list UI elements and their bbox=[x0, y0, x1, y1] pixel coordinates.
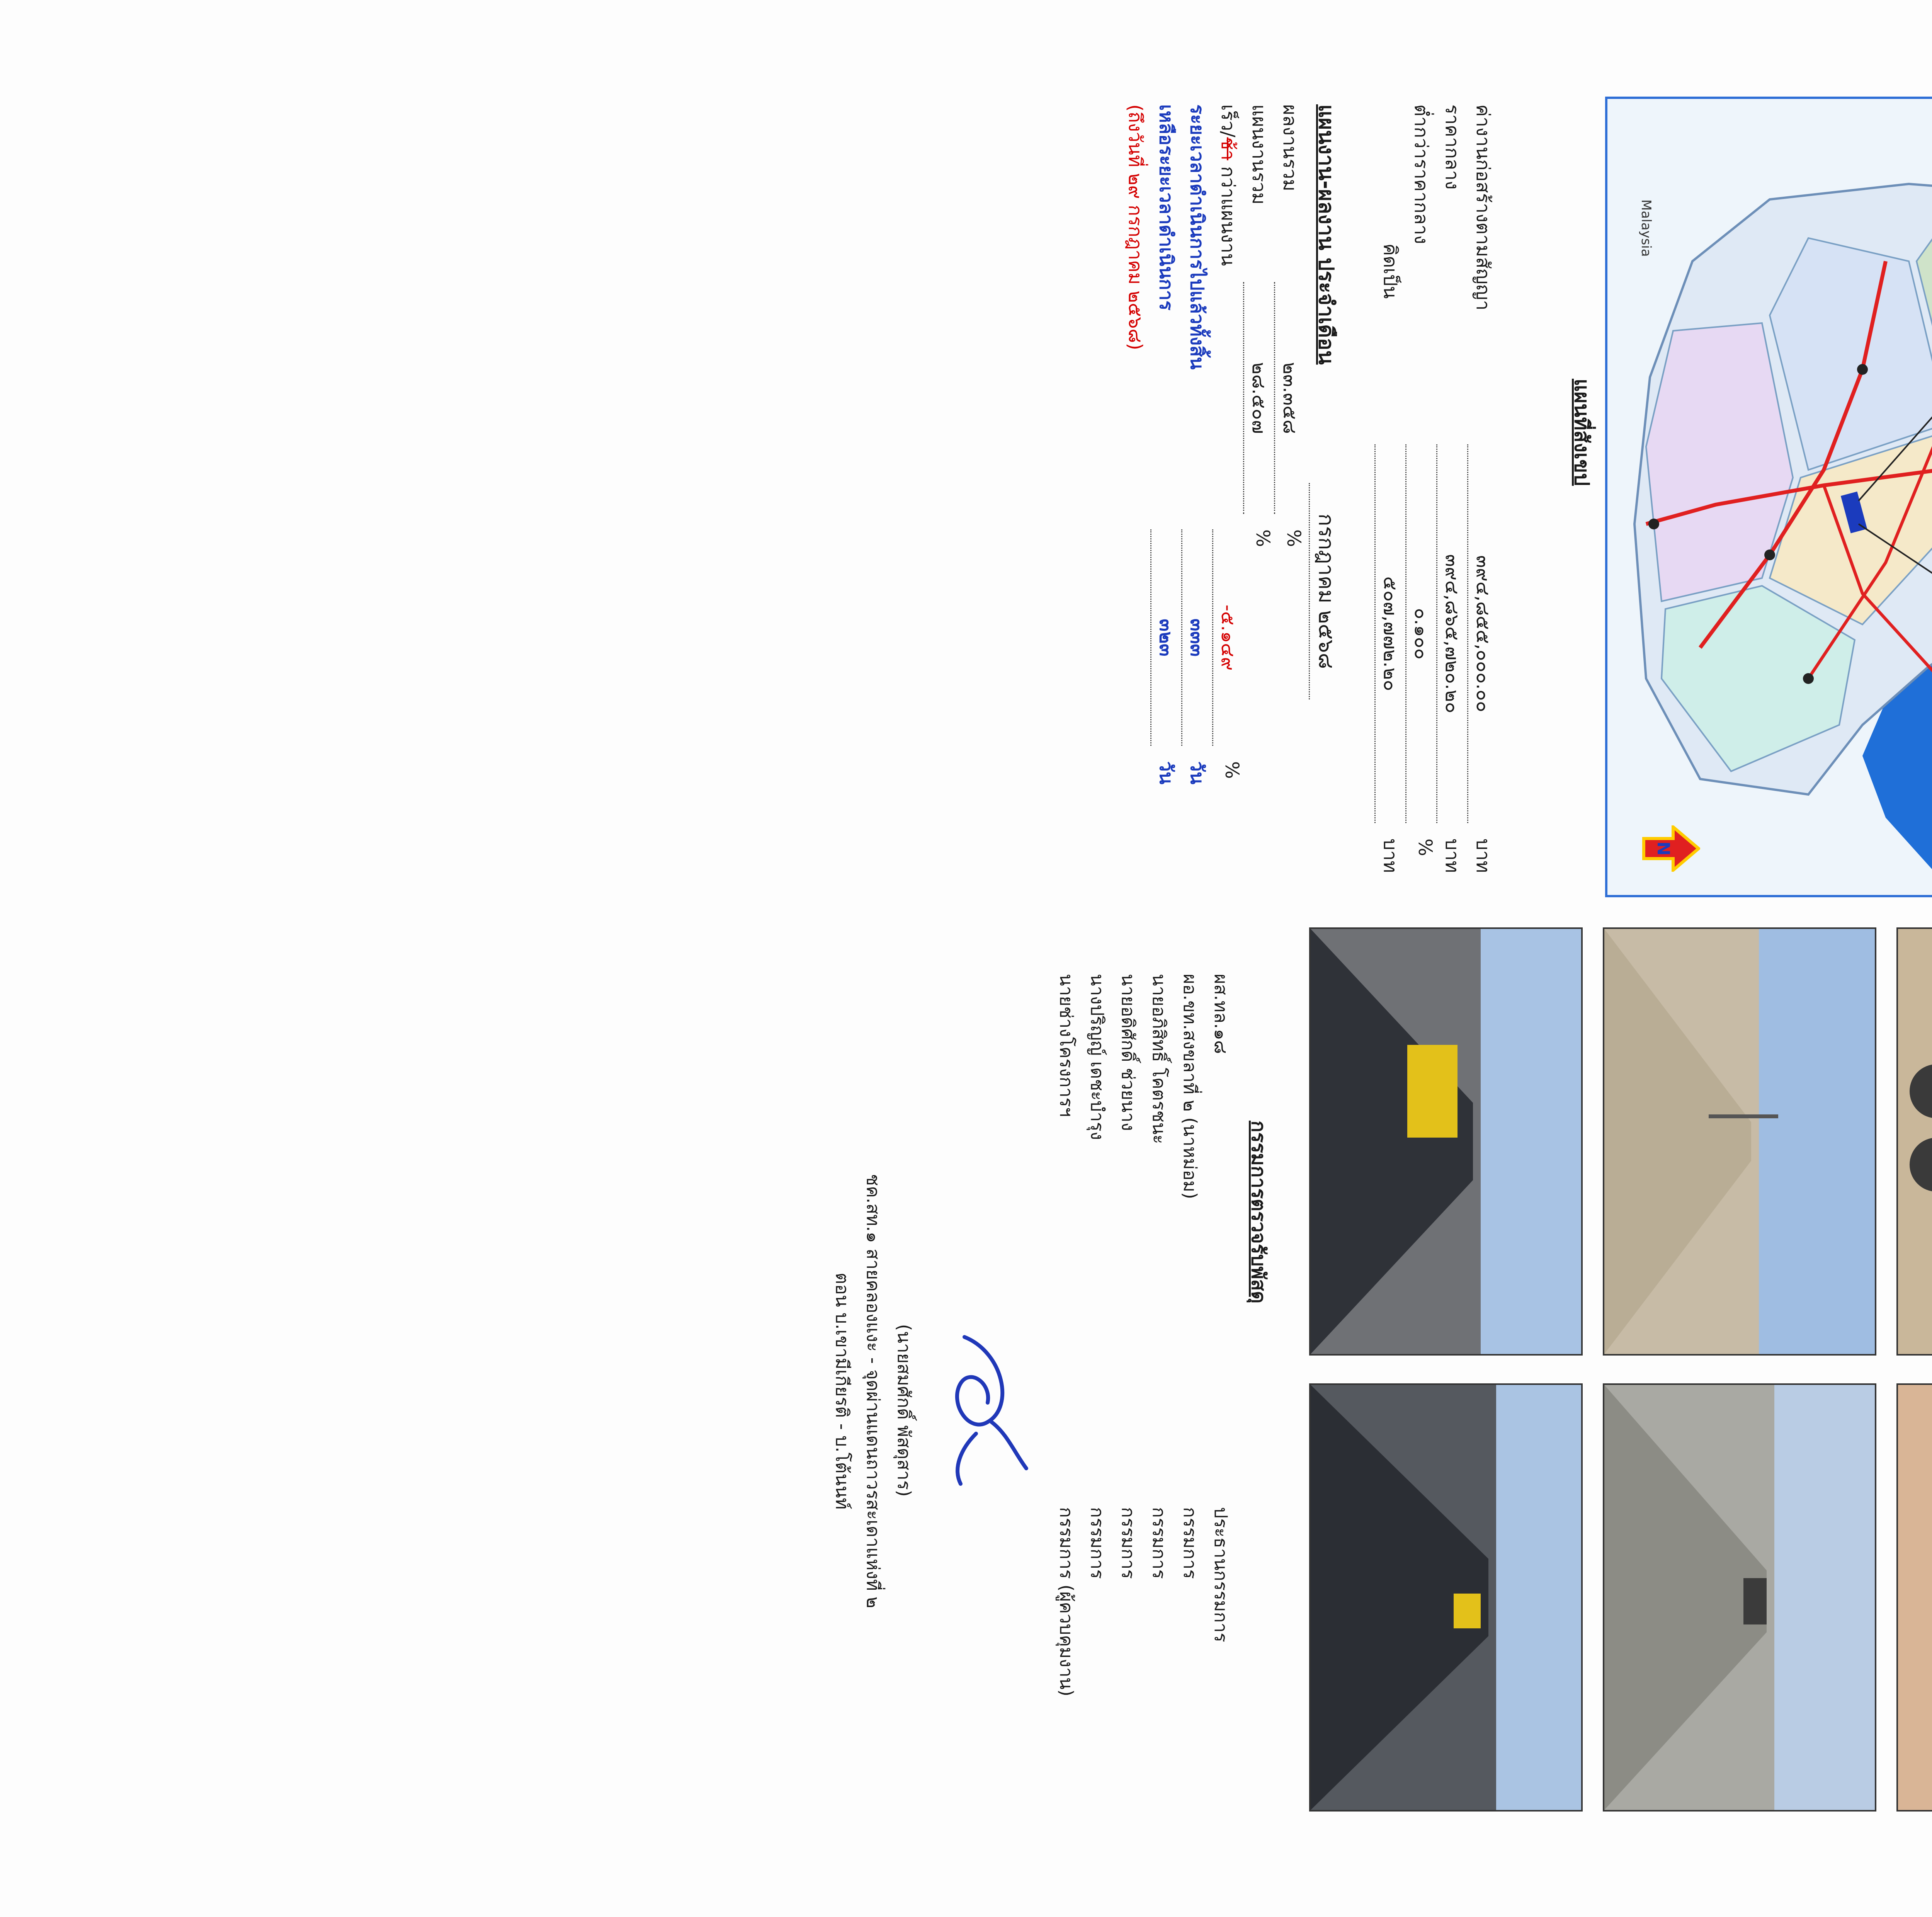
site-photo-3 bbox=[1603, 927, 1876, 1356]
map-country-label: Malaysia bbox=[1638, 199, 1654, 257]
signature-name: (นายสมศักดิ์ พัสดุสาร) bbox=[894, 1324, 915, 1497]
sketch-map bbox=[1605, 97, 1932, 897]
committee-role: กรรมการ (ผู้ควบคุมงาน) bbox=[1056, 1507, 1077, 1697]
signature-position: ชค.สท.๑ สายคลองแงะ - จุดผ่านแดนถาวรสะเดาแห่งที่ ๒ bbox=[863, 1174, 884, 1609]
committee-member: นายอภิสิทธิ์ โคตรชนะ bbox=[1149, 974, 1170, 1144]
committee-member: ผอ.ขท.สงขลาที่ ๒ (นาหม่อม) bbox=[1180, 974, 1201, 1199]
committee-member: นายช่างโครงการฯ bbox=[1056, 974, 1077, 1117]
site-photo-6 bbox=[1309, 1383, 1583, 1812]
map-graphic bbox=[1607, 99, 1932, 895]
site-photo-2 bbox=[1896, 1383, 1932, 1812]
handwritten-signature bbox=[926, 1306, 1049, 1499]
map-title: แผนที่สังเขป bbox=[1570, 379, 1593, 486]
committee-member: นางปริญญ์ เดชะบำรุง bbox=[1087, 974, 1108, 1140]
report-sheet: Malaysia N แผนที่สังเขป ค่างานก่อสร้างตามสัญญา ๓๙๔,๘๕๕,๐๐๐.๐๐ บาท ราคากลาง ๓๙๔,๘๖๕,๗๒๐.๒๐ บาท ต่ำกว่าราคากลาง ๐.๑๐๐ % คิดเป็น ๕๐๗,๗๗๒.๒๐ บาท แผนงาน-ผลงาน ประจำเดือน กรกฎาคม ๒๕๖๘ ผลงานรวม ๒๓.๓๕๘ % แผนงานรวม ๒๘.๕๐๗ % เร็ว/ช้า กว่าแผนงาน -๕.๑๔๙ % ระยะเวลาดำเนินการไปแล้วทั้งสิ้น ๓๓๓ วัน เหลือระยะเวลาดำเนินการ ๓๒๓ วัน (ถึงวันที่ ๒๙ กรกฎาคม ๒๕๖๘) กรรมการตรวจรับพัสดุ ผส.ทล.๑๘ ประธานกรรมการ ผอ.ขท.สงขลาที่ ๒ (นาหม่อม) กรรมการ นายอภิสิทธิ์ โคตรชนะ กรรมการ นายอดิศักดิ์ ช่วยนาง กรรมการ นางปริญญ์ เดชะบำรุง กรรมการ นายช่างโครงการฯ กรรมการ (ผู้ควบคุมงาน) (นายสมศักดิ์ พัสดุสาร) ชค.สท.๑ สายคลองแงะ - จุดผ่านแดนถาวรสะเดาแห่งที่ ๒ ตอน บ.เขามีเกียรติ - บ.โต้นนท์ bbox=[0, 0, 1932, 1917]
north-arrow-icon: N bbox=[1642, 825, 1700, 872]
committee-member: นายอดิศักดิ์ ช่วยนาง bbox=[1118, 974, 1139, 1131]
committee-role: กรรมการ bbox=[1180, 1507, 1201, 1579]
committee-member: ผส.ทล.๑๘ bbox=[1211, 974, 1231, 1054]
site-photo-4 bbox=[1603, 1383, 1876, 1812]
progress-as-of: (ถึงวันที่ ๒๙ กรกฎาคม ๒๕๖๘) bbox=[1124, 104, 1146, 350]
site-photo-5 bbox=[1309, 927, 1583, 1356]
committee-heading: กรรมการตรวจรับพัสดุ bbox=[1247, 1121, 1270, 1304]
site-photo-1 bbox=[1896, 927, 1932, 1356]
committee-role: ประธานกรรมการ bbox=[1211, 1507, 1231, 1642]
committee-role: กรรมการ bbox=[1149, 1507, 1170, 1579]
committee-role: กรรมการ bbox=[1087, 1507, 1108, 1579]
committee-role: กรรมการ bbox=[1118, 1507, 1139, 1579]
signature-section: ตอน บ.เขามีเกียรติ - บ.โต้นนท์ bbox=[832, 1272, 853, 1510]
